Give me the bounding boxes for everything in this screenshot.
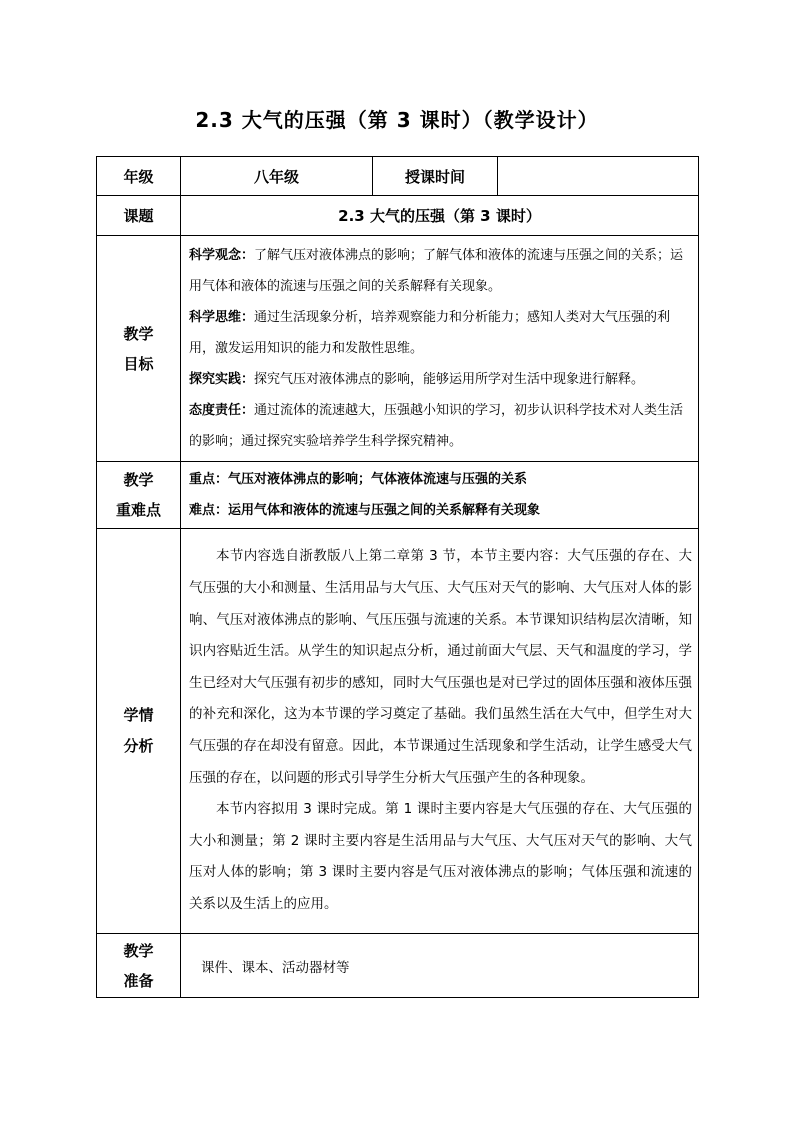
prep-label <box>97 934 181 998</box>
grade-label: 年级 <box>97 157 181 196</box>
goal-text: 探究气压对液体沸点的影响，能够运用所学对生活中现象进行解释。 <box>254 372 645 387</box>
document-title: 2.3 大气的压强（第 3 课时）（教学设计） <box>195 108 599 132</box>
goals-label-line1: 教学 <box>123 324 154 343</box>
prep-label-line1: 教学 <box>123 941 154 960</box>
goal-tag: 科学观念： <box>189 248 255 263</box>
topic-row <box>97 196 699 236</box>
key-points-content <box>181 462 699 529</box>
prep-content: 课件、课本、活动器材等 <box>181 934 699 998</box>
goal-tag: 态度责任： <box>189 403 255 418</box>
prep-label-line2: 准备 <box>123 971 154 990</box>
goal-item <box>189 395 692 457</box>
goal-item <box>189 302 692 364</box>
prep-row <box>97 934 699 998</box>
goal-text: 了解气压对液体沸点的影响；了解气体和液体的流速与压强之间的关系；运用气体和液体的流速与压强之间的关系解释有关现象。 <box>189 248 684 294</box>
difficult-point: 难点：运用气体和液体的流速与压强之间的关系解释有关现象 <box>189 503 541 518</box>
grade-value: 八年级 <box>181 157 373 196</box>
analysis-paragraph: 本节内容选自浙教版八上第二章第 3 节，本节主要内容：大气压强的存在、大气压强的大小和测量、生活用品与大气压、大气压对天气的影响、大气压对人体的影响、气压对液体沸点的影响、气压压强与流速的关系。本节课知识结构层次清晰，知识内容贴近生活。从学生的知识起点分析，通过前面大气层、天气和温度的学习，学生已经对大气压强有初步的感知，同时大气压强也是对已学过的固体压强和液体压强的补充和深化，这为本节课的学习奠定了基础。我们虽然生活在大气中，但学生对大气压强的存在却没有留意。因此，本节课通过生活现象和学生活动，让学生感受大气压强的存在，以问题的形式引导学生分析大气压强产生的各种现象。 <box>189 548 692 786</box>
key-point: 重点：气压对液体沸点的影响；气体液体流速与压强的关系 <box>189 472 528 487</box>
lesson-plan-table <box>96 156 699 998</box>
key-label-line2: 重难点 <box>115 501 161 519</box>
goals-label <box>97 236 181 462</box>
analysis-content <box>181 529 699 934</box>
key-points-row <box>97 462 699 529</box>
analysis-label <box>97 529 181 934</box>
analysis-label-line2: 分析 <box>123 737 154 755</box>
goal-tag: 科学思维： <box>189 310 255 325</box>
goals-row <box>97 236 699 462</box>
topic-value: 2.3 大气的压强（第 3 课时） <box>181 196 699 236</box>
goal-tag: 探究实践： <box>189 372 255 387</box>
goals-content <box>181 236 699 462</box>
goal-item <box>189 240 692 302</box>
analysis-row <box>97 529 699 934</box>
goal-text: 通过生活现象分析，培养观察能力和分析能力；感知人类对大气压强的利用，激发运用知识的能力和发散性思维。 <box>189 310 671 356</box>
key-label-line1: 教学 <box>123 471 154 489</box>
grade-row <box>97 157 699 196</box>
analysis-paragraph: 本节内容拟用 3 课时完成。第 1 课时主要内容是大气压强的存在、大气压强的大小和测量；第 2 课时主要内容是生活用品与大气压、大气压对天气的影响、大气压对人体的影响；第 3 课时主要内容是气压对液体沸点的影响；气体压强和流速的关系以及生活上的应用。 <box>189 801 692 912</box>
goal-item <box>189 364 692 395</box>
goals-label-line2: 目标 <box>123 354 154 373</box>
time-label: 授课时间 <box>373 157 498 196</box>
topic-label: 课题 <box>97 196 181 236</box>
goal-text: 通过流体的流速越大，压强越小知识的学习，初步认识科学技术对人类生活的影响；通过探究实验培养学生科学探究精神。 <box>189 403 684 449</box>
key-points-label <box>97 462 181 529</box>
analysis-label-line1: 学情 <box>123 706 154 724</box>
time-value <box>498 157 699 196</box>
